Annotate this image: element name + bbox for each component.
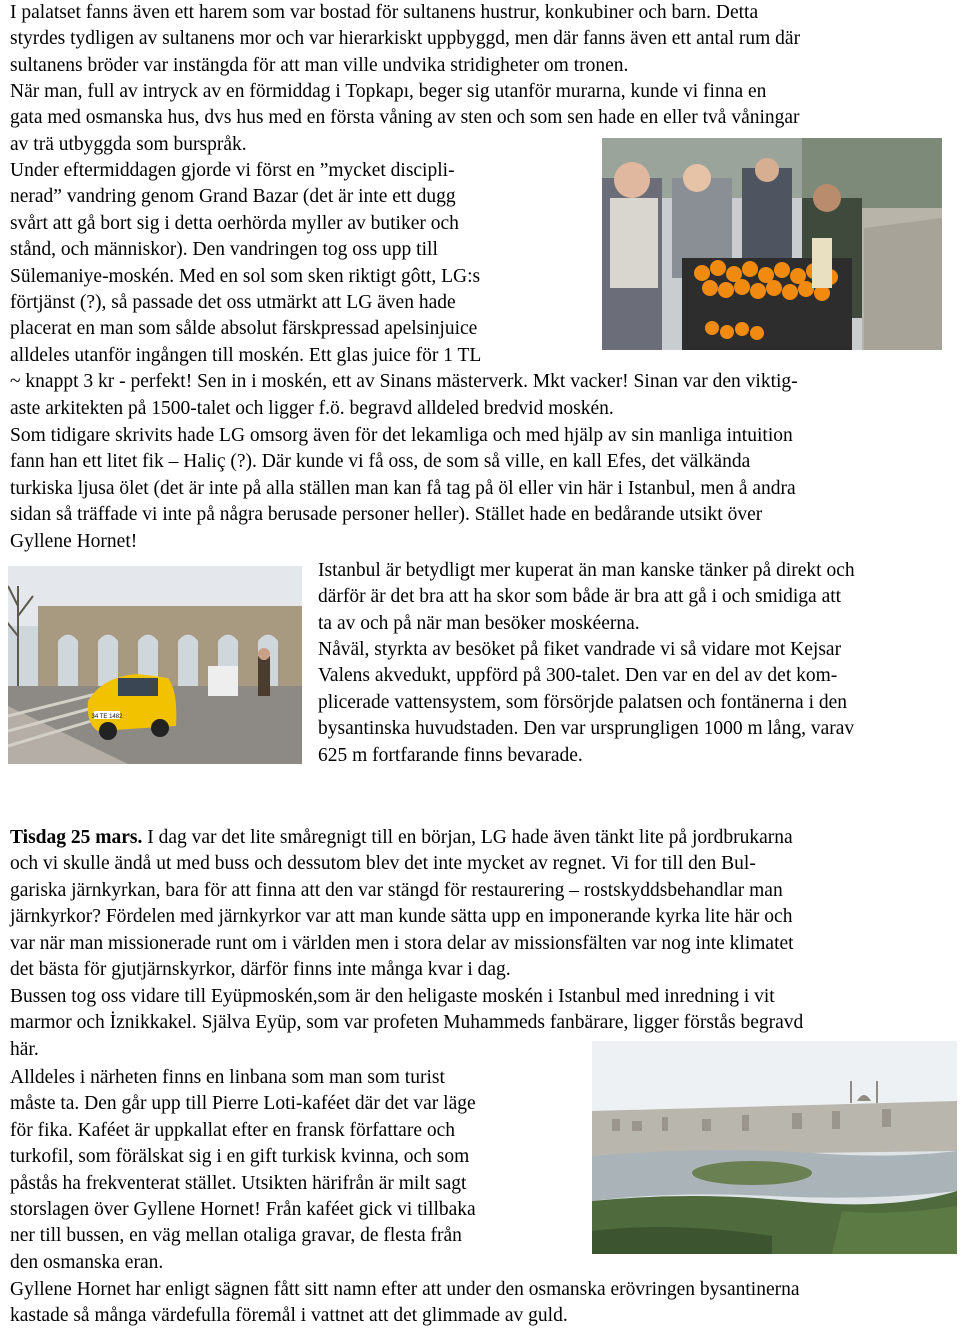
text-line: När man, full av intryck av en förmiddag i Topkapı, beger sig utanför murarna, kunde vi finna en xyxy=(10,81,767,102)
text-line: för fika. Kaféet är uppkallat efter en fransk författare och xyxy=(10,1119,456,1141)
text-line: alldeles utanför ingången till moskén. Ett glas juice för 1 TL xyxy=(10,344,482,366)
text-line: aste arkitekten på 1500-talet och ligger f.ö. begravd alldeled bredvid moskén. xyxy=(10,397,614,419)
text-line: Som tidigare skrivits hade LG omsorg även för det lekamliga och med hjälp av sin manliga intuition xyxy=(10,425,793,446)
text-line: kastade så många värdefulla föremål i vattnet att det glimmade av guld. xyxy=(10,1305,568,1327)
text-line: den osmanska eran. xyxy=(10,1251,164,1273)
text-line: var när man missionerade runt om i världen men i stora delar av missionsfälten var nog inte klimatet xyxy=(10,932,794,954)
text-line: Alldeles i närheten finns en linbana som man som turist xyxy=(10,1067,445,1088)
paragraph-harem xyxy=(10,0,800,79)
text-line: fann han ett litet fik – Haliç (?). Där kunde vi få oss, de som så ville, en kall Efes, det välkända xyxy=(10,451,751,473)
text-line: styrdes tydligen av sultanens mor och var hierarkiskt uppbyggd, men där fanns även ett antal rum där xyxy=(10,28,801,50)
paragraph-valens-aqueduct xyxy=(318,637,854,769)
golden-horn-photo xyxy=(592,1041,957,1254)
text-line: plicerade vattensystem, som försörjde palatsen och fontänerna i den xyxy=(318,691,848,713)
orange-juice-seller-photo xyxy=(602,138,942,350)
text-line: Gyllene Hornet har enligt sägnen fått sitt namn efter att under den osmanska erövringen bysantinerna xyxy=(10,1279,800,1300)
text-line: gariska järnkyrkan, bara för att finna att den var stängd för restaurering – rostskyddsbehandlar man xyxy=(10,879,783,901)
text-line: Bussen tog oss vidare till Eyüpmoskén,som är den heligaste moskén i Istanbul med inredning i vit xyxy=(10,986,775,1007)
text-line: stånd, och människor). Den vandringen tog oss upp till xyxy=(10,239,438,261)
text-line: ta av och på när man besöker moskéerna. xyxy=(318,612,640,634)
text-line: här. xyxy=(10,1038,39,1060)
paragraph-halic-cafe xyxy=(10,423,796,555)
text-line: marmor och İznikkakel. Själva Eyüp, som var profeten Muhammeds fanbärare, ligger förstås begravd xyxy=(10,1012,804,1034)
text-line: sultanens bröder var instängda för att man ville undvika stridigheter om tronen. xyxy=(10,54,629,76)
paragraph-tuesday xyxy=(10,825,794,983)
text-line xyxy=(10,825,794,851)
taxi-plate-text: 34 TE 1482 xyxy=(91,714,123,720)
text-line: därför är det bra att ha skor som både är bra att gå i och smidiga att xyxy=(318,586,842,608)
text-line: det bästa för gjutjärnskyrkor, därför finns inte många kvar i dag. xyxy=(10,959,511,981)
paragraph-istanbul-hills xyxy=(318,558,855,637)
text-line: turkiska ljusa ölet (det är inte på alla ställen man kan få tag på öl eller vin här i Istanbul, men å andra xyxy=(10,477,796,499)
text-line: turkofil, som förälskat sig i en gift turkisk kvinna, och som xyxy=(10,1146,470,1168)
text-line: svårt att gå bort sig i detta oerhörda myller av butiker och xyxy=(10,212,459,234)
paragraph-pierre-loti xyxy=(10,1065,476,1276)
text-line: förtjänst (?), så passade det oss utmärkt att LG även hade xyxy=(10,292,456,314)
text-line: ner till bussen, en väg mellan otaliga gravar, de flesta från xyxy=(10,1225,462,1247)
text-run: I dag var det lite småregnigt till en början, LG hade även tänkt lite på jordbrukarna xyxy=(142,827,793,848)
text-line: Sülemaniye-moskén. Med en sol som sken riktigt gôtt, LG:s xyxy=(10,265,481,287)
text-line: ~ knappt 3 kr - perfekt! Sen in i moskén, ett av Sinans mästerverk. Mkt vacker! Sinan var den viktig- xyxy=(10,371,798,393)
text-line: av trä utbyggda som burspråk. xyxy=(10,133,247,155)
text-line: påstås ha frekventerat stället. Utsikten härifrån är milt sagt xyxy=(10,1172,467,1194)
text-line: gata med osmanska hus, dvs hus med en första våning av sten och som sen hade en eller två våningar xyxy=(10,107,800,129)
text-line: nerad” vandring genom Grand Bazar (det är inte ett dugg xyxy=(10,186,456,208)
day-heading: Tisdag 25 mars. xyxy=(10,827,143,848)
text-line: måste ta. Den går upp till Pierre Loti-kaféet där det var läge xyxy=(10,1093,476,1115)
text-line: 625 m fortfarande finns bevarade. xyxy=(318,744,583,766)
text-line: I palatset fanns även ett harem som var bostad för sultanens hustrur, konkubiner och barn. Detta xyxy=(10,2,759,23)
text-line: sidan så träffade vi inte på några berusade personer heller). Stället hade en bedårande utsikt över xyxy=(10,504,763,526)
valens-aqueduct-photo xyxy=(8,566,302,764)
text-line: Valens akvedukt, uppförd på 300-talet. Den var en del av det kom- xyxy=(318,665,838,687)
text-line: placerat en man som sålde absolut färskpressad apelsinjuice xyxy=(10,318,478,340)
text-line: och vi skulle ändå ut med buss och dessutom blev det inte mycket av regnet. Vi for till den Bul- xyxy=(10,853,756,875)
text-line: bysantinska huvudstaden. Den var ursprungligen 1000 m lång, varav xyxy=(318,718,855,740)
text-line: järnkyrkor? Fördelen med järnkyrkor var att man kunde sätta upp en imponerande kyrka lite här och xyxy=(10,906,793,928)
paragraph-golden-horn-legend xyxy=(10,1277,800,1330)
text-line: storslagen över Gyllene Hornet! Från kaféet gick vi tillbaka xyxy=(10,1199,476,1221)
text-line: Under eftermiddagen gjorde vi först en ”mycket discipli- xyxy=(10,160,455,181)
text-line: Gyllene Hornet! xyxy=(10,530,138,552)
text-line: Nåväl, styrkta av besöket på fiket vandrade vi så vidare mot Kejsar xyxy=(318,639,842,660)
text-line: Istanbul är betydligt mer kuperat än man kanske tänker på direkt och xyxy=(318,560,855,581)
